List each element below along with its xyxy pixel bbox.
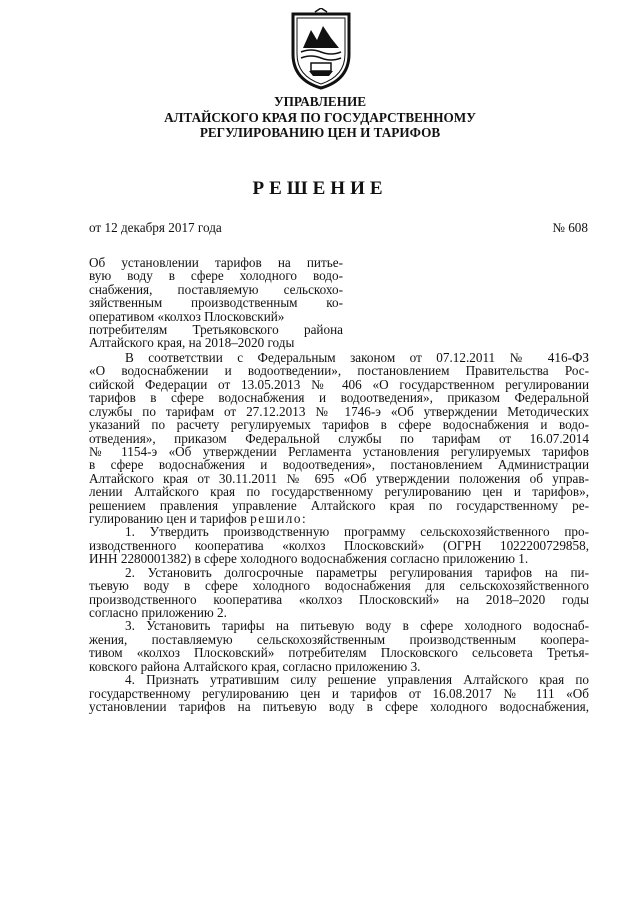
organization-name [0,94,640,141]
item-2-paragraph [89,566,589,620]
body-line: производственного кооператива «колхоз Плосковский» на 2018–2020 годы [89,591,589,607]
document-subject [89,256,343,350]
document-date: от 12 декабря 2017 года [89,220,222,235]
body-line: указаний по расчету регулируемых тарифов в сфере водоснабжения и водо- [89,417,589,433]
body-line: государственному регулированию цен и тарифов от 16.08.2017 № 111 «Об [89,685,589,701]
body-line: 2. Установить долгосрочные параметры регулирования тарифов на пи- [125,564,589,580]
resolved-word: решило: [250,511,308,527]
body-line: тьевую воду в сфере холодного водоснабжения для сельскохозяйственного [89,578,589,594]
document-type-title: РЕШЕНИЕ [252,178,388,199]
body-line: 3. Установить тарифы на питьевую воду в сфере холодного водоснаб- [125,618,589,634]
subject-line: Об установлении тарифов на питье- [89,255,343,270]
subject-line: оперативом «колхоз Плосковский» [89,308,285,324]
org-line: РЕГУЛИРОВАНИЮ ЦЕН И ТАРИФОВ [199,125,441,140]
body-line [89,512,589,525]
body-line: В соответствии с Федеральным законом от 07.12.2011 № 416-ФЗ [125,350,589,365]
body-line: ИНН 2280001382) в сфере холодного водоснабжения согласно приложению 1. [89,551,529,567]
body-line: 1. Утвердить производственную программу сельскохозяйственного про- [125,524,589,540]
subject-line: снабжения, поставляемую сельскохо- [89,281,343,297]
body-line: службы по тарифам от 27.12.2013 № 1746-э «Об утверждении Методических [89,403,589,419]
body-line: установлении тарифов на питьевую воду в сфере холодного водоснабжения, [89,698,589,714]
preamble-paragraph [89,351,589,525]
subject-line: потребителям Третьяковского района [89,322,343,338]
altai-krai-coat-of-arms-icon [289,8,353,90]
org-line: УПРАВЛЕНИЕ [273,94,367,109]
document-number: № 608 [552,220,588,235]
body-line: «О водоснабжении и водоотведении», постановлением Правительства Рос- [89,363,589,379]
body-line: № 1154-э «Об утверждении Регламента установления регулируемых тарифов [89,443,589,459]
subject-line: вую воду в сфере холодного водо- [89,268,343,284]
item-4-paragraph [89,673,589,713]
body-line: в сфере водоснабжения и водоотведения», постановлением Администрации [89,457,589,473]
body-line: Алтайского края от 30.11.2011 № 695 «Об утверждении положения об управ- [89,470,589,486]
preamble-tail: гулированию цен и тарифов [89,511,251,527]
body-line: отведения», приказом Федеральной службы по тарифам от 16.07.2014 [89,430,589,446]
item-1-paragraph [89,525,589,565]
subject-line: Алтайского края, на 2018–2020 годы [89,335,295,351]
document-body [89,351,589,713]
item-3-paragraph [89,619,589,673]
body-line: 4. Признать утратившим силу решение управления Алтайского края по [125,672,589,688]
body-line: лении Алтайского края по государственному регулированию цен и тарифов», [89,484,589,500]
body-line: тарифов в сфере водоснабжения и водоотведения», приказом Федеральной [89,390,589,406]
org-line: АЛТАЙСКОГО КРАЯ ПО ГОСУДАРСТВЕННОМУ [164,109,476,125]
body-line: согласно приложению 2. [89,605,227,621]
body-line: решением правления управление Алтайского края по государственному ре- [89,497,589,513]
body-line: тивом «колхоз Плосковский» потребителям Плосковского сельсовета Третья- [89,645,589,661]
body-line: изводственного кооператива «колхоз Плосковский» (ОГРН 1022200729858, [89,537,589,553]
body-line: жения, поставляемую сельскохозяйственным производственным коопера- [89,631,589,647]
subject-line: зяйственным производственным ко- [89,295,343,311]
body-line: сийской Федерации от 13.05.2013 № 406 «О государственном регулировании [89,376,589,392]
body-line: ковского района Алтайского края, согласно приложению 3. [89,658,421,674]
